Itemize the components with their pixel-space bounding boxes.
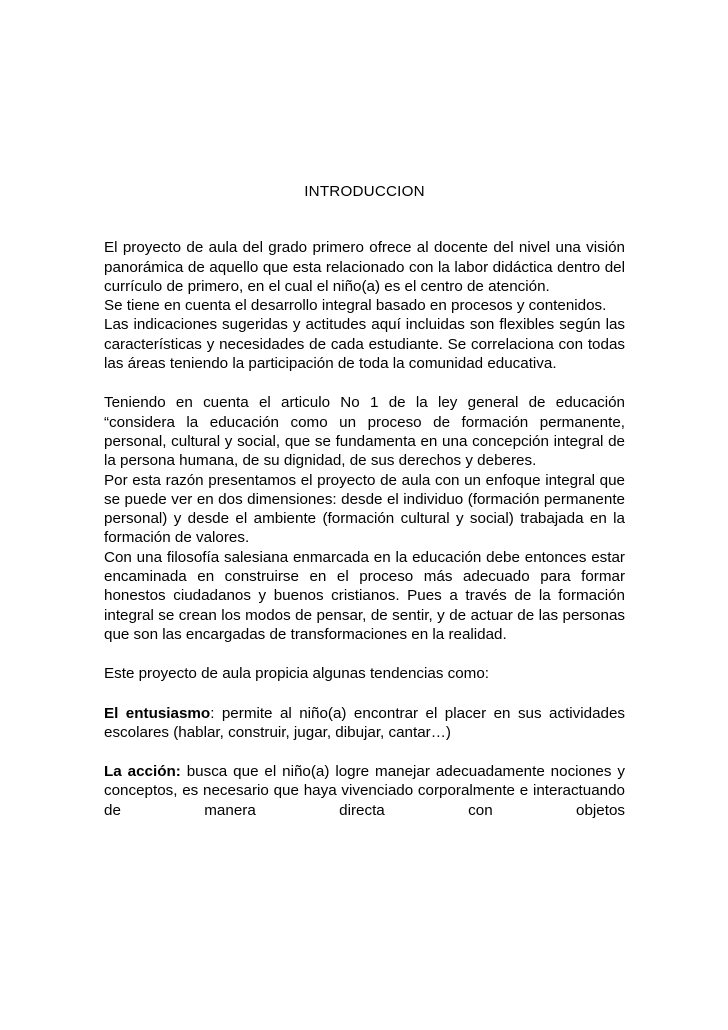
definition-accion: busca que el niño(a) logre manejar adecuadamente nociones y conceptos, es necesario que haya vivenciado corporalmente e interactuando de manera directa con objetos [104, 763, 625, 819]
sentence: El proyecto de aula del grado primero ofrece al docente del nivel una visión panorámica de aquello que esta relacionado con la labor didáctica dentro del currículo de primero, en el cual el niño(a) es el centro de atención. [104, 239, 625, 295]
sentence: Las indicaciones sugeridas y actitudes aquí incluidas son flexibles según las características y necesidades de cada estudiante. Se correlaciona con todas las áreas teniendo la participación de toda la comunidad educativa. [104, 316, 625, 373]
paragraph-entusiasmo [104, 704, 625, 743]
document-page [104, 182, 625, 820]
paragraph-ley-general [104, 393, 625, 644]
definition-entusiasmo: : permite al niño(a) encontrar el placer en sus actividades escolares (hablar, construir, jugar, dibujar, cantar…) [104, 704, 626, 741]
paragraph-accion [104, 762, 625, 820]
term-accion: La acción: [104, 763, 181, 781]
sentence: Se tiene en cuenta el desarrollo integral basado en procesos y contenidos. [104, 297, 607, 315]
sentence: Con una filosofía salesiana enmarcada en la educación debe entonces estar encaminada en construirse en el proceso más adecuado para formar honestos ciudadanos y buenos cristianos. Pues a través de la formación integral se crean los modos de pensar, de sentir, y de actuar de las personas que son las encargadas de transformaciones en la realidad. [104, 548, 625, 643]
paragraph-intro [104, 238, 625, 373]
term-entusiasmo: El entusiasmo [104, 704, 211, 722]
paragraph-tendencias: Este proyecto de aula propicia algunas tendencias como: [104, 665, 489, 683]
document-title: INTRODUCCION [304, 183, 425, 200]
sentence: Teniendo en cuenta el articulo No 1 de la ley general de educación “considera la educación como un proceso de formación permanente, personal, cultural y social, que se fundamenta en una concepción integral de la persona humana, de su dignidad, de sus derechos y deberes. [104, 394, 625, 470]
sentence: Por esta razón presentamos el proyecto de aula con un enfoque integral que se puede ver en dos dimensiones: desde el individuo (formación permanente personal) y desde el ambiente (formación cultural y social) trabajada en la formación de valores. [104, 471, 625, 547]
